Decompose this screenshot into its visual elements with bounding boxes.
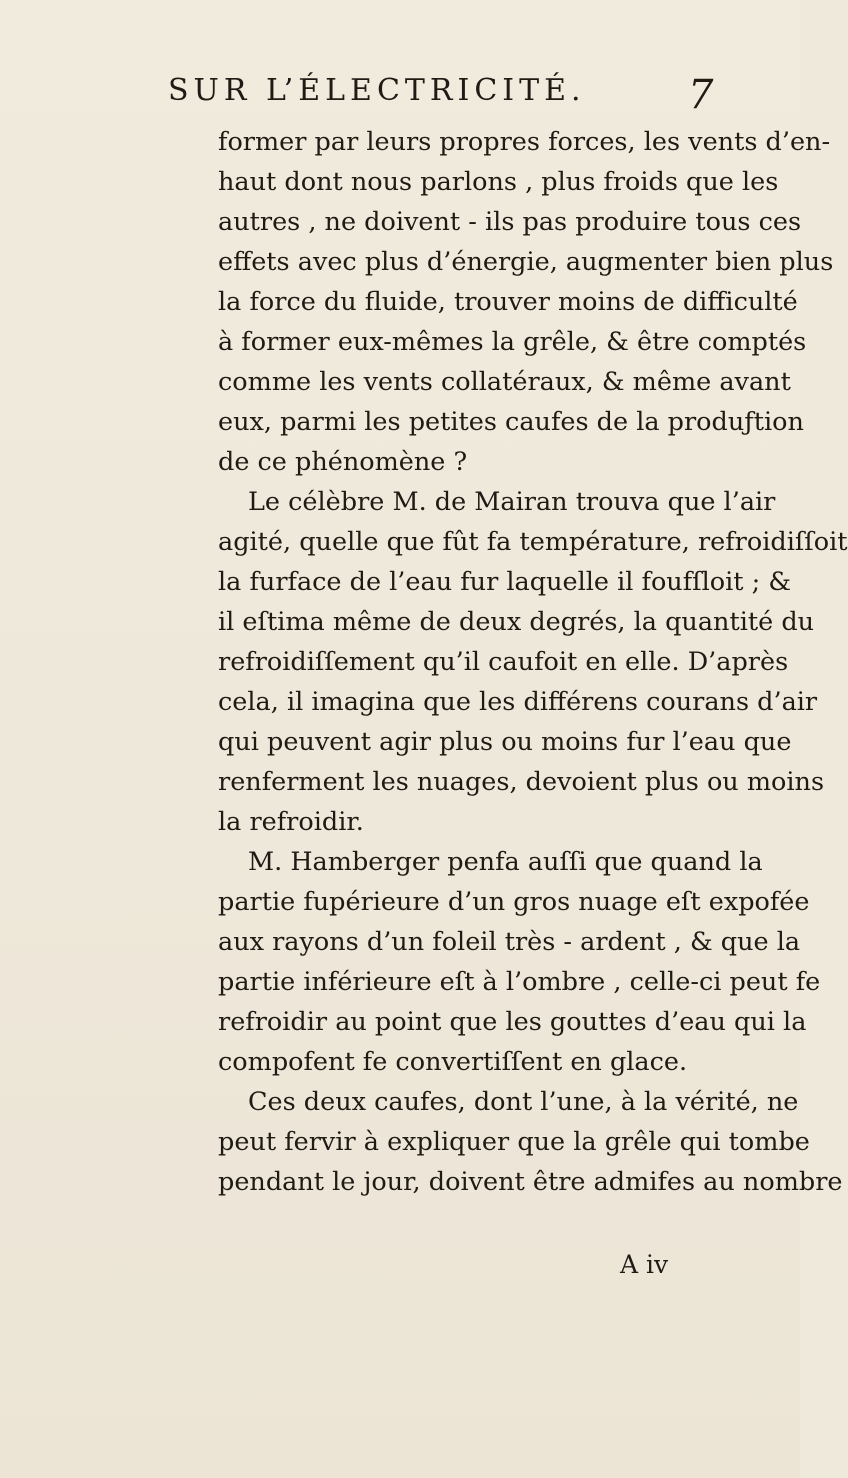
text-line: Le célèbre M. de Mairan trouva que l’air: [248, 487, 776, 517]
text-line: M. Hamberger penfa auſſi que quand la: [248, 847, 763, 877]
page-number: 7: [688, 72, 714, 118]
text-line: pendant le jour, doivent être admifes au nombre: [218, 1167, 843, 1197]
body-text: [218, 122, 848, 1202]
text-line: eux, parmi les petites caufes de la produƒtion: [218, 407, 804, 437]
text-line: la furface de l’eau fur laquelle il foufſloit ; &: [218, 567, 792, 597]
text-line: autres , ne doivent - ils pas produire tous ces: [218, 207, 802, 237]
text-line: la refroidir.: [218, 807, 364, 837]
text-line: il eſtima même de deux degrés, la quantité du: [218, 607, 815, 637]
text-line: aux rayons d’un foleil très - ardent , & que la: [218, 927, 801, 957]
text-line: la force du fluide, trouver moins de difficulté: [218, 287, 798, 317]
text-line: compofent fe convertiſſent en glace.: [218, 1047, 688, 1077]
text-line: agité, quelle que fût fa température, refroidiſſoit: [218, 527, 848, 557]
text-line: Ces deux caufes, dont l’une, à la vérité, ne: [248, 1087, 799, 1117]
text-line: de ce phénomène ?: [218, 447, 468, 477]
signature-mark: A iv: [620, 1250, 669, 1279]
header-title: SUR L’ÉLECTRICITÉ.: [168, 73, 586, 108]
text-line: refroidir au point que les gouttes d’eau qui la: [218, 1007, 807, 1037]
text-line: partie fupérieure d’un gros nuage eſt expofée: [218, 887, 810, 917]
running-header: [168, 66, 728, 116]
text-line: cela, il imagina que les différens courans d’air: [218, 687, 818, 717]
text-line: renferment les nuages, devoient plus ou moins: [218, 767, 825, 797]
text-line: refroidiſſement qu’il caufoit en elle. D’après: [218, 647, 789, 677]
text-line: peut fervir à expliquer que la grêle qui tombe: [218, 1127, 810, 1157]
text-line: partie inférieure eſt à l’ombre , celle-ci peut fe: [218, 967, 821, 997]
text-line: haut dont nous parlons , plus froids que les: [218, 167, 779, 197]
text-line: à former eux-mêmes la grêle, & être comptés: [218, 327, 807, 357]
text-line: comme les vents collatéraux, & même avant: [218, 367, 791, 397]
text-line: former par leurs propres forces, les vents d’en-: [218, 127, 831, 157]
text-line: qui peuvent agir plus ou moins fur l’eau que: [218, 727, 792, 757]
text-line: effets avec plus d’énergie, augmenter bien plus: [218, 247, 834, 277]
